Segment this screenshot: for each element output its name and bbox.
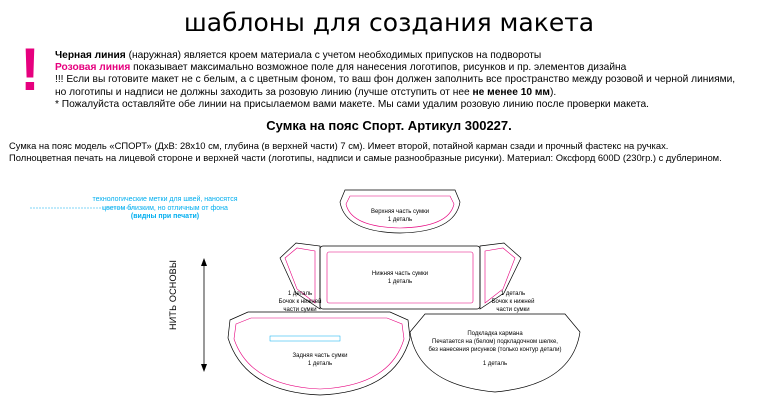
instruction-pink-line: Розовая линия показывает максимально возможное поле для нанесения логотипов, рисунков и пр. элементов дизайна (55, 62, 627, 74)
side-right-line-2: части сумки (496, 307, 530, 313)
piece-back-label (275, 352, 365, 368)
piece-back-name: Задняя часть сумки (292, 353, 348, 359)
piece-side-right-label (478, 290, 548, 314)
pocket-line-3: без нанесения рисунков (только контур детали) (428, 347, 562, 353)
grain-label: НИТЬ ОСНОВЫ (168, 259, 178, 330)
pocket-qty: 1 деталь (482, 361, 508, 367)
tech-note-line-1: технологические метки для швей, наносятся (92, 196, 238, 203)
side-left-line-2: части сумки (283, 307, 317, 313)
piece-top-qty: 1 деталь (387, 217, 413, 223)
side-right-line-1: Бочок к нижней (491, 299, 535, 305)
piece-top-name: Верхняя часть сумки (370, 209, 430, 215)
product-heading: Сумка на пояс Спорт. Артикул 300227. (266, 118, 512, 133)
side-left-line-1: Бочок к нижней (278, 299, 322, 305)
description-line-1: Сумка на пояс модель «СПОРТ» (ДхВ: 28х10 см, глубина (в верхней части) 7 см). Имеет второй, потайной карман сзади и прочный фастекс на ручках. (9, 140, 669, 151)
instruction-background: !!! Если вы готовите макет не с белым, а с цветным фоном, то ваш фон должен заполнить все пространство между розовой и черной линиями, (55, 74, 736, 86)
instruction-black-line: Черная линия (наружная) является кроем материала с учетом необходимых припусков на подвороты (55, 50, 542, 61)
tech-note-line-3: (видны при печати) (130, 213, 200, 220)
piece-bottom-name: Нижняя часть сумки (371, 271, 429, 277)
piece-side-left-label (265, 290, 335, 314)
piece-pocket-label (420, 330, 570, 368)
side-left-qty: 1 деталь (287, 291, 313, 297)
pocket-line-1: Подкладка кармана (467, 331, 523, 337)
exclamation-icon: ! (20, 36, 40, 103)
piece-bottom-qty: 1 деталь (387, 279, 413, 285)
grain-arrow (201, 258, 207, 372)
piece-back-qty: 1 деталь (307, 361, 333, 367)
tech-note-line-2: цветом близким, но отличным от фона (102, 204, 228, 212)
piece-top-label (355, 208, 445, 224)
pocket-line-2: Печатается на (белом) подкладочном шелке, (432, 339, 558, 345)
piece-bottom-label (355, 270, 445, 286)
instruction-margin: но логотипы и надписи не должны заходить за розовую линию (лучше отступить от нее не менее 10 мм). (55, 86, 557, 98)
side-right-qty: 1 деталь (500, 291, 526, 297)
page-title: шаблоны для создания макета (183, 8, 595, 37)
description-line-2: Полноцветная печать на лицевой стороне и верхней части (логотипы, надписи и самые разнообразные рисунки). Материал: Оксфорд 600D (230гр.) с дублерином. (9, 152, 722, 163)
instruction-keep-lines: * Пожалуйста оставляйте обе линии на присылаемом вами макете. Мы сами удалим розовую линию после проверки макета. (55, 98, 650, 110)
